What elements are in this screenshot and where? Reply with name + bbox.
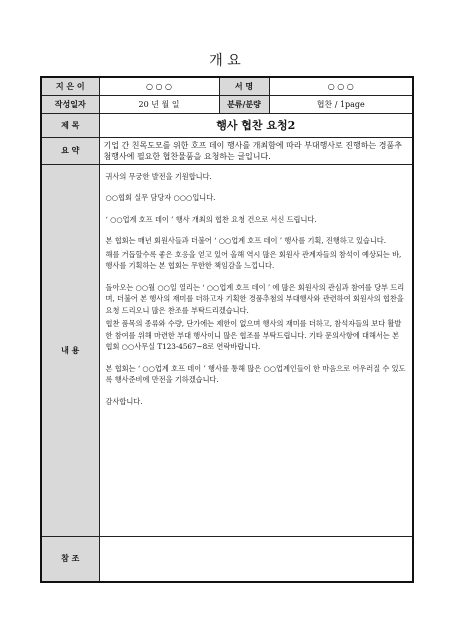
- content-row: [41, 164, 413, 536]
- document-title: 개 요: [209, 53, 241, 69]
- content-body: [99, 164, 413, 536]
- overview-form-table: [40, 76, 414, 583]
- summary-value: 기업 간 친목도모를 위한 호프 데이 행사를 개최함에 따라 부대행사로 진행하는 경품추첨행사에 필요한 협찬물품을 요청하는 글입니다.: [99, 137, 413, 164]
- content-label: 내 용: [41, 164, 99, 536]
- subject-label: 제 목: [41, 113, 99, 137]
- content-paragraph: 협찬 품목의 종류와 수량, 단가에는 제한이 없으며 행사의 재미를 더하고, 참석자들의 보다 활발한 참여를 위해 마련한 부대 행사이니 많은 협조를 부탁드립니다. 기타 문의사항에 대해서는 본 협회 ○○사무실 T123-4567~8로 연락바랍니다.: [105, 319, 402, 351]
- content-paragraph: 돌아오는 ○○월 ○○일 열리는 ‘ ○○업계 호프 데이 ’ 에 많은 회원사의 관심과 참여를 당부 드리며, 더불어 본 행사의 재미를 더하고자 기획한 경품추첨의 부대행사와 관련하여 회원사의 협찬을 요청 드리오니 많은 찬조를 부탁드리겠습니다.: [105, 282, 405, 315]
- date-value: 20 년 월 일: [99, 95, 219, 113]
- category-value: 협찬 / 1page: [269, 95, 413, 113]
- author-row: [41, 77, 413, 95]
- subject-row: [41, 113, 413, 137]
- content-paragraph: 본 협회는 매년 회원사들과 더불어 ‘ ○○업계 호프 데이 ’ 행사를 기획, 진행하고 있습니다.: [105, 236, 387, 245]
- date-row: [41, 95, 413, 113]
- content-paragraph: 귀사의 무궁한 발전을 기원합니다.: [105, 171, 212, 181]
- reference-row: [41, 536, 413, 582]
- category-label: 분류/분량: [219, 95, 269, 113]
- summary-row: [41, 137, 413, 164]
- date-label: 작성일자: [41, 95, 99, 113]
- summary-label: 요 약: [41, 137, 99, 164]
- content-paragraph: 감사합니다.: [105, 396, 143, 406]
- reference-label: 참 조: [41, 536, 99, 582]
- signature-label: 서 명: [219, 77, 269, 95]
- subject-value: 행사 협찬 요청2: [99, 113, 413, 137]
- content-paragraph: 본 협회는 ‘ ○○업계 호프 데이 ’ 행사를 통해 많은 ○○업계인들이 한 마음으로 어우러질 수 있도록 행사준비에 만전을 기하겠습니다.: [105, 363, 406, 384]
- signature-value: ○ ○ ○: [269, 77, 413, 95]
- content-paragraph: ‘ ○○업계 호프 데이 ’ 행사 개최의 협찬 요청 건으로 서신 드립니다.: [105, 214, 317, 224]
- author-value: ○ ○ ○: [99, 77, 219, 95]
- content-paragraph: ○○협회 실무 담당자 ○○○입니다.: [105, 193, 216, 202]
- reference-value: [99, 536, 413, 582]
- content-paragraph: 해를 거듭할수록 좋은 호응을 얻고 있어 올해 역시 많은 회원사 관계자들의 참석이 예상되는 바, 행사를 기획하는 본 협회는 무한한 책임감을 느낍니다.: [105, 249, 402, 270]
- author-label: 지 은 이: [41, 77, 99, 95]
